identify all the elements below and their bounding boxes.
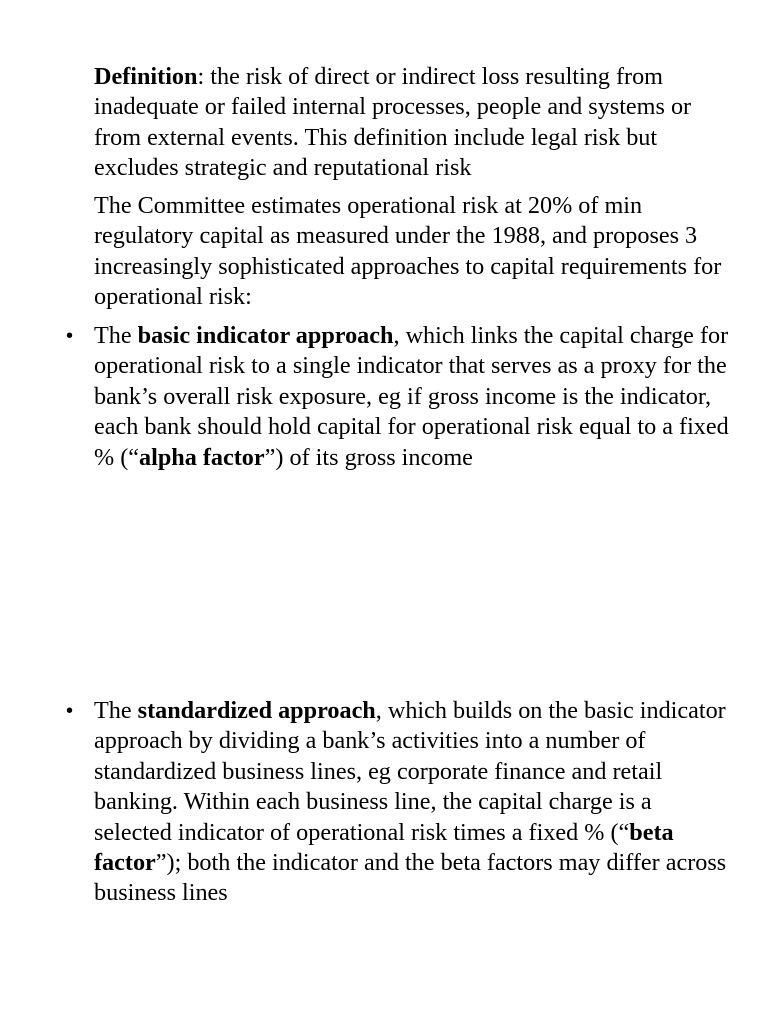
bullet-text-b: ”) of its gross income	[264, 443, 473, 471]
bullet-marker: •	[66, 700, 74, 722]
bullet-term: standardized approach	[137, 697, 376, 724]
bullet-factor: alpha factor	[139, 443, 265, 471]
bullet-factor: beta factor	[94, 818, 674, 877]
committee-paragraph	[94, 191, 734, 313]
bullet-prefix: The	[94, 697, 138, 724]
bullet-standardized	[66, 696, 734, 909]
bullet-text-a: , which builds on the basic indicator approach by dividing a bank’s activities into a number of standardized business lines, eg corporate finance and retail banking. Within each business line, the capital charge is a selected indicator of operational risk times a fixed % (“	[94, 697, 726, 846]
bullet-term: basic indicator approach	[137, 322, 394, 349]
bullet-text-b: ”); both the indicator and the beta factors may differ across business lines	[94, 849, 727, 907]
definition-paragraph	[94, 62, 734, 184]
committee-text: The Committee estimates operational risk at 20% of min regulatory capital as measured under the 1988, and proposes 3 increasingly sophisticated approaches to capital requirements for operational risk:	[94, 192, 722, 311]
bullet-marker: •	[66, 325, 74, 347]
bullet-basic-indicator	[66, 321, 734, 473]
definition-term: Definition	[94, 63, 198, 90]
definition-text: : the risk of direct or indirect loss resulting from inadequate or failed internal processes, people and systems or from external events. This definition include legal risk but excludes strategic and reputational risk	[94, 63, 692, 182]
bullet-prefix: The	[94, 322, 138, 349]
bullet-text-a: , which links the capital charge for operational risk to a single indicator that serves as a proxy for the bank’s overall risk exposure, eg if gross income is the indicator, each bank should hold capital for operational risk equal to a fixed % (“	[94, 322, 729, 471]
